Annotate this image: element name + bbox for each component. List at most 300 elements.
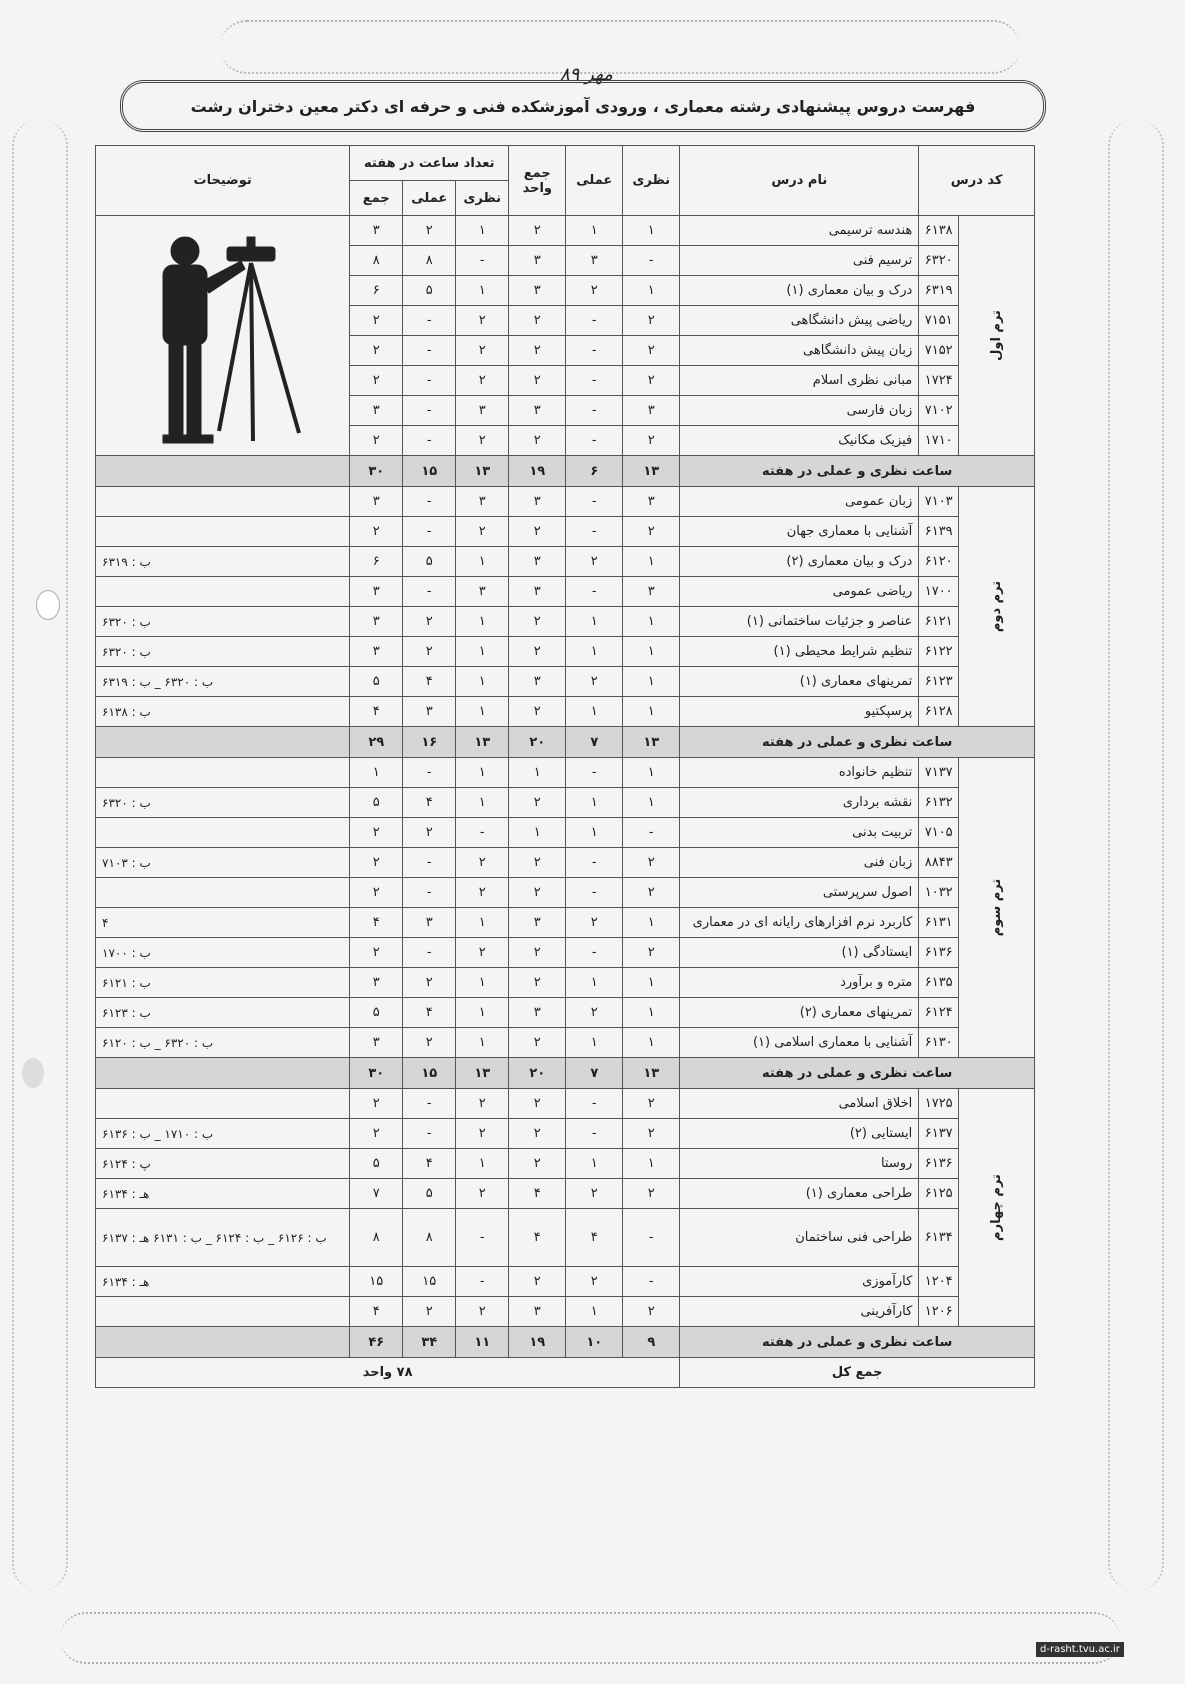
sum-theory: ۱۳ bbox=[623, 727, 680, 758]
course-name: تمرینهای معماری (۲) bbox=[680, 998, 919, 1028]
course-note: ب : ۶۳۲۰ _ ب : ۶۱۲۰ bbox=[96, 1028, 350, 1058]
course-note: ب : ۶۳۲۰ bbox=[96, 788, 350, 818]
course-practical: - bbox=[566, 878, 623, 908]
hours-total: ۵ bbox=[350, 1149, 403, 1179]
header-code: کد درس bbox=[919, 146, 1035, 216]
header-notes: توضیحات bbox=[96, 146, 350, 216]
hours-total: ۲ bbox=[350, 878, 403, 908]
hours-practical: - bbox=[403, 487, 456, 517]
course-units: ۳ bbox=[509, 577, 566, 607]
course-units: ۳ bbox=[509, 908, 566, 938]
course-practical: ۴ bbox=[566, 1209, 623, 1267]
course-code: ۶۱۳۶ bbox=[919, 938, 959, 968]
table-row bbox=[96, 667, 1035, 697]
sum-hours-practical: ۱۵ bbox=[403, 456, 456, 487]
hours-theory: ۲ bbox=[456, 1179, 509, 1209]
course-theory: ۲ bbox=[623, 1089, 680, 1119]
course-code: ۶۳۱۹ bbox=[919, 276, 959, 306]
table-row bbox=[96, 1149, 1035, 1179]
course-units: ۲ bbox=[509, 697, 566, 727]
course-theory: ۲ bbox=[623, 848, 680, 878]
table-row bbox=[96, 487, 1035, 517]
hours-practical: ۲ bbox=[403, 1297, 456, 1327]
hours-practical: ۲ bbox=[403, 818, 456, 848]
table-row bbox=[96, 758, 1035, 788]
term-label: ترم سوم bbox=[989, 878, 1005, 937]
hours-theory: - bbox=[456, 246, 509, 276]
course-practical: ۱ bbox=[566, 607, 623, 637]
hours-practical: ۵ bbox=[403, 1179, 456, 1209]
course-note bbox=[96, 818, 350, 848]
course-units: ۳ bbox=[509, 396, 566, 426]
course-code: ۶۱۲۵ bbox=[919, 1179, 959, 1209]
course-theory: ۱ bbox=[623, 637, 680, 667]
header-units: جمع واحد bbox=[509, 146, 566, 216]
hours-total: ۲ bbox=[350, 306, 403, 336]
hours-theory: ۱ bbox=[456, 758, 509, 788]
hours-total: ۳ bbox=[350, 577, 403, 607]
page-title-box bbox=[120, 80, 1046, 132]
handwritten-note: مهر ۸۹ bbox=[560, 64, 613, 85]
course-practical: - bbox=[566, 577, 623, 607]
sum-hours-theory: ۱۱ bbox=[456, 1327, 509, 1358]
hours-practical: ۴ bbox=[403, 788, 456, 818]
hours-practical: ۴ bbox=[403, 1149, 456, 1179]
course-practical: - bbox=[566, 306, 623, 336]
hours-practical: ۲ bbox=[403, 216, 456, 246]
course-theory: ۱ bbox=[623, 276, 680, 306]
course-code: ۶۱۲۲ bbox=[919, 637, 959, 667]
hours-theory: ۱ bbox=[456, 998, 509, 1028]
course-units: ۳ bbox=[509, 276, 566, 306]
hours-practical: - bbox=[403, 848, 456, 878]
punch-mark bbox=[22, 1058, 44, 1088]
course-name: فیزیک مکانیک bbox=[680, 426, 919, 456]
course-name: روستا bbox=[680, 1149, 919, 1179]
hours-total: ۱ bbox=[350, 758, 403, 788]
course-theory: ۱ bbox=[623, 968, 680, 998]
course-note: پ : ۶۱۲۴ bbox=[96, 1149, 350, 1179]
hours-theory: ۱ bbox=[456, 697, 509, 727]
course-units: ۲ bbox=[509, 878, 566, 908]
course-name: زبان فارسی bbox=[680, 396, 919, 426]
course-practical: ۱ bbox=[566, 818, 623, 848]
term-sum-label: ساعت نظری و عملی در هفته bbox=[680, 456, 1035, 487]
course-units: ۳ bbox=[509, 487, 566, 517]
course-units: ۴ bbox=[509, 1179, 566, 1209]
course-units: ۲ bbox=[509, 517, 566, 547]
course-theory: ۲ bbox=[623, 1119, 680, 1149]
sum-units: ۲۰ bbox=[509, 1058, 566, 1089]
course-theory: ۱ bbox=[623, 216, 680, 246]
course-note: ب : ۶۳۲۰ bbox=[96, 607, 350, 637]
hours-total: ۳ bbox=[350, 607, 403, 637]
course-theory: ۱ bbox=[623, 547, 680, 577]
course-theory: ۲ bbox=[623, 366, 680, 396]
hours-theory: ۱ bbox=[456, 547, 509, 577]
course-code: ۱۲۰۶ bbox=[919, 1297, 959, 1327]
sum-hours-total: ۳۰ bbox=[350, 1058, 403, 1089]
hours-theory: ۱ bbox=[456, 667, 509, 697]
hours-total: ۴ bbox=[350, 1297, 403, 1327]
hours-theory: ۳ bbox=[456, 396, 509, 426]
surveyor-illustration bbox=[123, 221, 323, 451]
course-note bbox=[96, 1089, 350, 1119]
course-practical: ۱ bbox=[566, 1149, 623, 1179]
sum-hours-total: ۴۶ bbox=[350, 1327, 403, 1358]
footer-url: d-rasht.tvu.ac.ir bbox=[1036, 1642, 1124, 1657]
sum-notes-empty bbox=[96, 456, 350, 487]
course-theory: ۱ bbox=[623, 667, 680, 697]
course-units: ۲ bbox=[509, 938, 566, 968]
course-theory: - bbox=[623, 818, 680, 848]
hours-practical: - bbox=[403, 878, 456, 908]
table-row bbox=[96, 1297, 1035, 1327]
course-note: ب : ۱۷۱۰ _ ب : ۶۱۳۶ bbox=[96, 1119, 350, 1149]
hours-theory: - bbox=[456, 818, 509, 848]
course-table-body bbox=[96, 146, 1035, 1388]
course-note: هـ : ۶۱۳۴ bbox=[96, 1267, 350, 1297]
table-row bbox=[96, 1179, 1035, 1209]
course-name: آشنایی با معماری اسلامی (۱) bbox=[680, 1028, 919, 1058]
hours-theory: ۲ bbox=[456, 517, 509, 547]
course-code: ۶۳۲۰ bbox=[919, 246, 959, 276]
course-theory: ۲ bbox=[623, 426, 680, 456]
hours-theory: ۲ bbox=[456, 1297, 509, 1327]
sum-hours-practical: ۱۵ bbox=[403, 1058, 456, 1089]
table-row bbox=[96, 216, 1035, 246]
course-theory: - bbox=[623, 1209, 680, 1267]
hours-total: ۲ bbox=[350, 426, 403, 456]
course-name: مبانی نظری اسلام bbox=[680, 366, 919, 396]
course-theory: ۲ bbox=[623, 1179, 680, 1209]
course-code: ۶۱۲۸ bbox=[919, 697, 959, 727]
table-row bbox=[96, 878, 1035, 908]
course-name: ریاضی پیش دانشگاهی bbox=[680, 306, 919, 336]
course-practical: ۱ bbox=[566, 697, 623, 727]
course-code: ۷۱۵۱ bbox=[919, 306, 959, 336]
grand-total-label: جمع کل bbox=[680, 1358, 1035, 1388]
hours-theory: ۱ bbox=[456, 216, 509, 246]
course-name: ترسیم فنی bbox=[680, 246, 919, 276]
hours-total: ۵ bbox=[350, 998, 403, 1028]
table-row bbox=[96, 968, 1035, 998]
hours-practical: ۴ bbox=[403, 998, 456, 1028]
header-name: نام درس bbox=[680, 146, 919, 216]
sum-notes-empty bbox=[96, 1058, 350, 1089]
course-name: تنظیم خانواده bbox=[680, 758, 919, 788]
hours-theory: - bbox=[456, 1267, 509, 1297]
table-row bbox=[96, 1119, 1035, 1149]
course-units: ۳ bbox=[509, 998, 566, 1028]
course-units: ۳ bbox=[509, 1297, 566, 1327]
sum-units: ۲۰ bbox=[509, 727, 566, 758]
table-row bbox=[96, 697, 1035, 727]
course-practical: ۲ bbox=[566, 1179, 623, 1209]
hours-total: ۴ bbox=[350, 697, 403, 727]
sum-notes-empty bbox=[96, 1327, 350, 1358]
course-units: ۳ bbox=[509, 667, 566, 697]
hours-total: ۲ bbox=[350, 818, 403, 848]
course-code: ۶۱۳۵ bbox=[919, 968, 959, 998]
course-note: ب : ۶۱۲۱ bbox=[96, 968, 350, 998]
course-note: ب : ۶۳۲۰ _ ب : ۶۳۱۹ bbox=[96, 667, 350, 697]
course-code: ۷۱۳۷ bbox=[919, 758, 959, 788]
sum-hours-practical: ۱۶ bbox=[403, 727, 456, 758]
hours-total: ۵ bbox=[350, 667, 403, 697]
punch-hole bbox=[36, 590, 60, 620]
hours-total: ۲ bbox=[350, 1119, 403, 1149]
illustration-cell bbox=[96, 216, 350, 456]
hours-theory: ۲ bbox=[456, 336, 509, 366]
term-sum-row bbox=[96, 456, 1035, 487]
course-name: پرسپکتیو bbox=[680, 697, 919, 727]
course-name: آشنایی با معماری جهان bbox=[680, 517, 919, 547]
course-table bbox=[95, 145, 1035, 1388]
hours-total: ۲ bbox=[350, 366, 403, 396]
sum-units: ۱۹ bbox=[509, 1327, 566, 1358]
course-theory: - bbox=[623, 246, 680, 276]
left-ornament bbox=[12, 120, 68, 1590]
sum-practical: ۶ bbox=[566, 456, 623, 487]
course-code: ۱۷۱۰ bbox=[919, 426, 959, 456]
course-name: ایستادگی (۱) bbox=[680, 938, 919, 968]
hours-total: ۱۵ bbox=[350, 1267, 403, 1297]
sum-practical: ۷ bbox=[566, 727, 623, 758]
course-theory: ۱ bbox=[623, 998, 680, 1028]
course-theory: ۱ bbox=[623, 697, 680, 727]
table-row bbox=[96, 1028, 1035, 1058]
course-name: کاربرد نرم افزارهای رایانه ای در معماری bbox=[680, 908, 919, 938]
hours-total: ۵ bbox=[350, 788, 403, 818]
table-row bbox=[96, 938, 1035, 968]
sum-hours-theory: ۱۳ bbox=[456, 456, 509, 487]
hours-practical: - bbox=[403, 517, 456, 547]
top-ornament bbox=[220, 20, 1020, 74]
course-practical: - bbox=[566, 426, 623, 456]
hours-practical: - bbox=[403, 306, 456, 336]
table-row bbox=[96, 637, 1035, 667]
hours-theory: ۱ bbox=[456, 276, 509, 306]
term-sum-label: ساعت نظری و عملی در هفته bbox=[680, 1327, 1035, 1358]
hours-practical: - bbox=[403, 758, 456, 788]
course-units: ۲ bbox=[509, 788, 566, 818]
course-practical: - bbox=[566, 366, 623, 396]
course-code: ۸۸۴۳ bbox=[919, 848, 959, 878]
table-row bbox=[96, 547, 1035, 577]
term-sum-row bbox=[96, 1327, 1035, 1358]
course-name: کارآموزی bbox=[680, 1267, 919, 1297]
hours-total: ۳ bbox=[350, 968, 403, 998]
course-units: ۲ bbox=[509, 306, 566, 336]
course-practical: - bbox=[566, 938, 623, 968]
course-practical: ۳ bbox=[566, 246, 623, 276]
course-practical: ۲ bbox=[566, 908, 623, 938]
hours-total: ۳ bbox=[350, 216, 403, 246]
table-row bbox=[96, 607, 1035, 637]
header-hours-total: جمع bbox=[350, 181, 403, 216]
hours-practical: - bbox=[403, 336, 456, 366]
course-code: ۷۱۰۵ bbox=[919, 818, 959, 848]
hours-theory: ۳ bbox=[456, 577, 509, 607]
course-units: ۲ bbox=[509, 1089, 566, 1119]
hours-total: ۳ bbox=[350, 1028, 403, 1058]
table-header-row bbox=[96, 146, 1035, 181]
hours-theory: ۲ bbox=[456, 306, 509, 336]
table-row bbox=[96, 1089, 1035, 1119]
header-hours: تعداد ساعت در هفته bbox=[350, 146, 509, 181]
course-name: هندسه ترسیمی bbox=[680, 216, 919, 246]
header-theory: نظری bbox=[623, 146, 680, 216]
course-note: ب : ۶۱۲۳ bbox=[96, 998, 350, 1028]
course-name: اخلاق اسلامی bbox=[680, 1089, 919, 1119]
course-note: ۴ bbox=[96, 908, 350, 938]
header-hours-practical: عملی bbox=[403, 181, 456, 216]
course-code: ۶۱۲۴ bbox=[919, 998, 959, 1028]
course-theory: ۲ bbox=[623, 517, 680, 547]
course-practical: - bbox=[566, 396, 623, 426]
course-name: عناصر و جزئیات ساختمانی (۱) bbox=[680, 607, 919, 637]
course-name: متره و برآورد bbox=[680, 968, 919, 998]
course-theory: ۲ bbox=[623, 336, 680, 366]
course-practical: ۱ bbox=[566, 968, 623, 998]
hours-total: ۸ bbox=[350, 246, 403, 276]
course-theory: ۳ bbox=[623, 487, 680, 517]
hours-practical: ۲ bbox=[403, 607, 456, 637]
course-code: ۱۲۰۴ bbox=[919, 1267, 959, 1297]
course-name: زبان پیش دانشگاهی bbox=[680, 336, 919, 366]
course-practical: ۱ bbox=[566, 788, 623, 818]
hours-total: ۲ bbox=[350, 336, 403, 366]
sum-hours-theory: ۱۳ bbox=[456, 1058, 509, 1089]
course-note: ب : ۶۳۲۰ bbox=[96, 637, 350, 667]
course-practical: - bbox=[566, 848, 623, 878]
hours-theory: ۳ bbox=[456, 487, 509, 517]
course-name: تربیت بدنی bbox=[680, 818, 919, 848]
hours-theory: ۲ bbox=[456, 848, 509, 878]
hours-theory: ۱ bbox=[456, 968, 509, 998]
course-units: ۲ bbox=[509, 1149, 566, 1179]
course-note: ب : ۶۳۱۹ bbox=[96, 547, 350, 577]
course-name: ریاضی عمومی bbox=[680, 577, 919, 607]
hours-theory: ۲ bbox=[456, 878, 509, 908]
course-units: ۲ bbox=[509, 336, 566, 366]
sum-hours-practical: ۳۴ bbox=[403, 1327, 456, 1358]
course-code: ۶۱۳۲ bbox=[919, 788, 959, 818]
right-ornament bbox=[1108, 120, 1164, 1590]
hours-theory: ۱ bbox=[456, 637, 509, 667]
hours-theory: ۲ bbox=[456, 1089, 509, 1119]
course-theory: ۲ bbox=[623, 306, 680, 336]
course-code: ۶۱۳۹ bbox=[919, 517, 959, 547]
course-practical: ۱ bbox=[566, 1297, 623, 1327]
course-code: ۶۱۳۸ bbox=[919, 216, 959, 246]
table-row bbox=[96, 848, 1035, 878]
course-units: ۳ bbox=[509, 246, 566, 276]
course-note bbox=[96, 517, 350, 547]
sum-theory: ۱۳ bbox=[623, 456, 680, 487]
page-title: فهرست دروس پیشنهادی رشته معماری ، ورودی آموزشکده فنی و حرفه ای دکتر معین دختران رشت bbox=[190, 96, 976, 116]
hours-total: ۲ bbox=[350, 517, 403, 547]
hours-practical: ۳ bbox=[403, 697, 456, 727]
hours-practical: - bbox=[403, 577, 456, 607]
course-name: طراحی معماری (۱) bbox=[680, 1179, 919, 1209]
course-theory: ۱ bbox=[623, 1028, 680, 1058]
course-practical: - bbox=[566, 487, 623, 517]
course-note bbox=[96, 878, 350, 908]
course-name: کارآفرینی bbox=[680, 1297, 919, 1327]
course-note bbox=[96, 1297, 350, 1327]
sum-units: ۱۹ bbox=[509, 456, 566, 487]
course-code: ۱۷۲۵ bbox=[919, 1089, 959, 1119]
course-practical: ۲ bbox=[566, 276, 623, 306]
course-units: ۲ bbox=[509, 848, 566, 878]
course-units: ۲ bbox=[509, 968, 566, 998]
term-sum-label: ساعت نظری و عملی در هفته bbox=[680, 727, 1035, 758]
hours-theory: ۲ bbox=[456, 938, 509, 968]
term-label-cell bbox=[959, 487, 1035, 727]
course-practical: ۱ bbox=[566, 1028, 623, 1058]
course-name: ایستایی (۲) bbox=[680, 1119, 919, 1149]
hours-total: ۳ bbox=[350, 637, 403, 667]
hours-theory: ۲ bbox=[456, 366, 509, 396]
hours-total: ۳ bbox=[350, 487, 403, 517]
hours-theory: - bbox=[456, 1209, 509, 1267]
sum-theory: ۱۳ bbox=[623, 1058, 680, 1089]
table-row bbox=[96, 577, 1035, 607]
course-code: ۱۰۳۲ bbox=[919, 878, 959, 908]
bottom-ornament bbox=[60, 1612, 1120, 1664]
course-code: ۷۱۰۳ bbox=[919, 487, 959, 517]
header-hours-theory: نظری bbox=[456, 181, 509, 216]
term-label: ترم اول bbox=[989, 310, 1005, 361]
hours-theory: ۱ bbox=[456, 908, 509, 938]
course-code: ۶۱۲۱ bbox=[919, 607, 959, 637]
hours-practical: ۱۵ bbox=[403, 1267, 456, 1297]
course-code: ۶۱۳۴ bbox=[919, 1209, 959, 1267]
hours-theory: ۲ bbox=[456, 1119, 509, 1149]
course-code: ۷۱۵۲ bbox=[919, 336, 959, 366]
course-units: ۲ bbox=[509, 1119, 566, 1149]
term-label: ترم دوم bbox=[989, 580, 1005, 633]
table-row bbox=[96, 517, 1035, 547]
course-units: ۱ bbox=[509, 818, 566, 848]
course-theory: ۲ bbox=[623, 938, 680, 968]
hours-total: ۷ bbox=[350, 1179, 403, 1209]
course-practical: - bbox=[566, 1119, 623, 1149]
course-units: ۲ bbox=[509, 366, 566, 396]
term-sum-row bbox=[96, 727, 1035, 758]
course-units: ۲ bbox=[509, 607, 566, 637]
course-note bbox=[96, 487, 350, 517]
course-practical: ۲ bbox=[566, 547, 623, 577]
hours-total: ۲ bbox=[350, 848, 403, 878]
hours-theory: ۱ bbox=[456, 607, 509, 637]
hours-theory: ۱ bbox=[456, 1028, 509, 1058]
course-name: اصول سرپرستی bbox=[680, 878, 919, 908]
course-units: ۲ bbox=[509, 1028, 566, 1058]
term-label-cell bbox=[959, 1089, 1035, 1327]
hours-practical: - bbox=[403, 426, 456, 456]
grand-total-value: ۷۸ واحد bbox=[96, 1358, 680, 1388]
hours-practical: - bbox=[403, 396, 456, 426]
term-sum-row bbox=[96, 1058, 1035, 1089]
course-units: ۳ bbox=[509, 547, 566, 577]
hours-total: ۶ bbox=[350, 547, 403, 577]
course-note: ب : ۶۱۲۶ _ ب : ۶۱۲۴ _ ب : ۶۱۳۱ هـ : ۶۱۳۷ bbox=[96, 1209, 350, 1267]
course-practical: - bbox=[566, 1089, 623, 1119]
term-sum-label: ساعت نظری و عملی در هفته bbox=[680, 1058, 1035, 1089]
